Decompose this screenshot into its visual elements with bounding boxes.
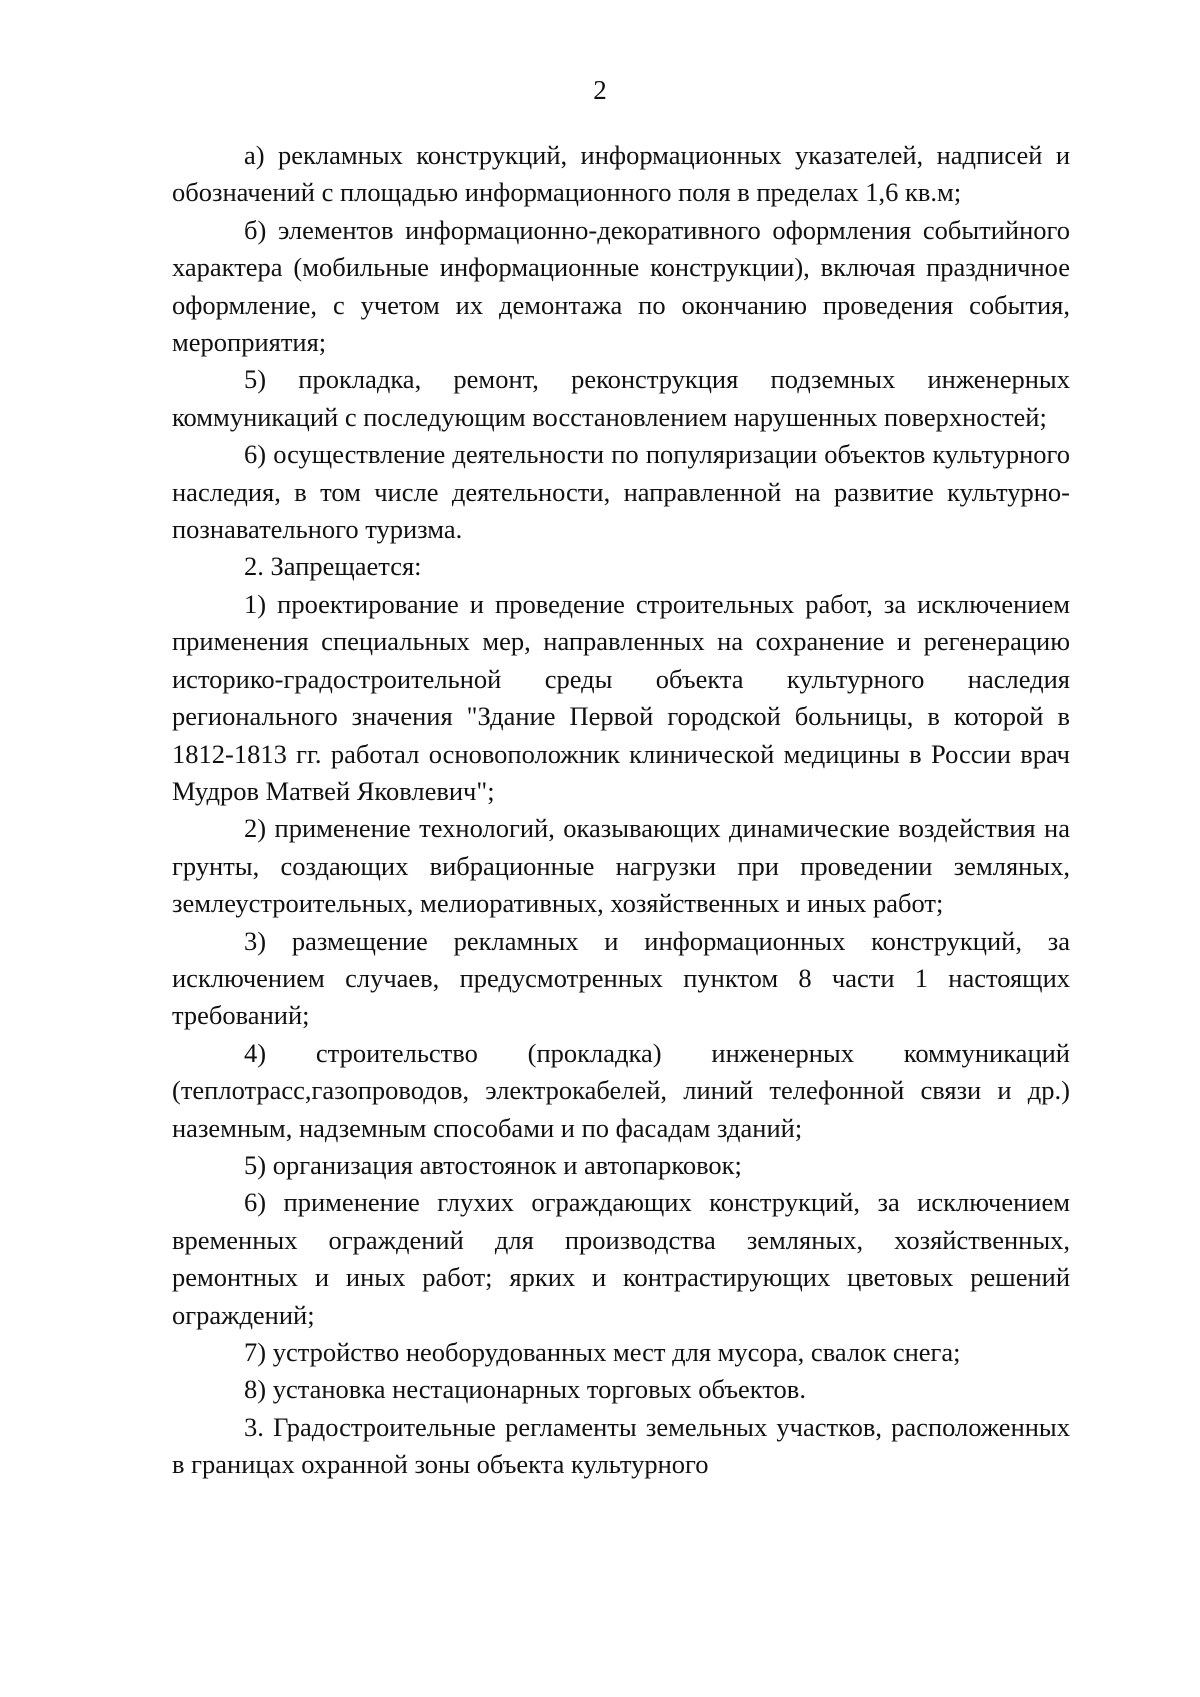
section-2-prohibited-heading: 2. Запрещается: (244, 551, 422, 582)
paragraph-b-decorative-elements: б) элементов информационно-декоративного оформления событийного характера (мобильные информационные конструкции), включая праздничное оформление, с учетом их демонтажа по окончанию проведения события, мероприятия; (172, 214, 1070, 358)
prohibited-item-4: 4) строительство (прокладка) инженерных коммуникаций (теплотрасс,газопроводов, электрокабелей, линий телефонной связи и др.) наземным, надземным способами и по фасадам зданий; (172, 1037, 1070, 1143)
prohibited-item-5: 5) организация автостоянок и автопарковок; (244, 1149, 742, 1180)
prohibited-item-3: 3) размещение рекламных и информационных конструкций, за исключением случаев, предусмотренных пунктом 8 части 1 настоящих требований; (172, 925, 1070, 1031)
prohibited-item-7: 7) устройство необорудованных мест для мусора, свалок снега; (244, 1337, 961, 1367)
prohibited-item-2: 2) применение технологий, оказывающих динамические воздействия на грунты, создающих вибрационные нагрузки при проведении земляных, землеустроительных, мелиоративных, хозяйственных и иных работ; (172, 813, 1070, 919)
prohibited-item-6: 6) применение глухих ограждающих конструкций, за исключением временных ограждений для производства земляных, хозяйственных, ремонтных и иных работ; ярких и контрастирующих цветовых решений ограждений; (172, 1187, 1070, 1330)
page-number: 2 (593, 75, 607, 105)
section-3-regulations: 3. Градостроительные регламенты земельных участков, расположенных в границах охранной зоны объекта культурного (172, 1411, 1070, 1480)
paragraph-a-advertising: а) рекламных конструкций, информационных указателей, надписей и обозначений с площадью информационного поля в пределах 1,6 кв.м; (172, 140, 1070, 208)
paragraph-6-heritage-popularization: 6) осуществление деятельности по популяризации объектов культурного наследия, в том числе деятельности, направленной на развитие культурно-познавательного туризма. (172, 439, 1070, 545)
prohibited-item-1: 1) проектирование и проведение строительных работ, за исключением применения специальных мер, направленных на сохранение и регенерацию историко-градостроительной среды объекта культурного наследия регионального значения "Здание Первой городской больницы, в которой в 1812-1813 гг. работал основоположник клинической медицины в России врач Мудров Матвей Яковлевич"; (172, 588, 1070, 806)
paragraph-5-utilities-laying: 5) прокладка, ремонт, реконструкция подземных инженерных коммуникаций с последующим восстановлением нарушенных поверхностей; (172, 364, 1070, 432)
document-body (172, 137, 1070, 1484)
prohibited-item-8: 8) установка нестационарных торговых объектов. (244, 1374, 806, 1405)
